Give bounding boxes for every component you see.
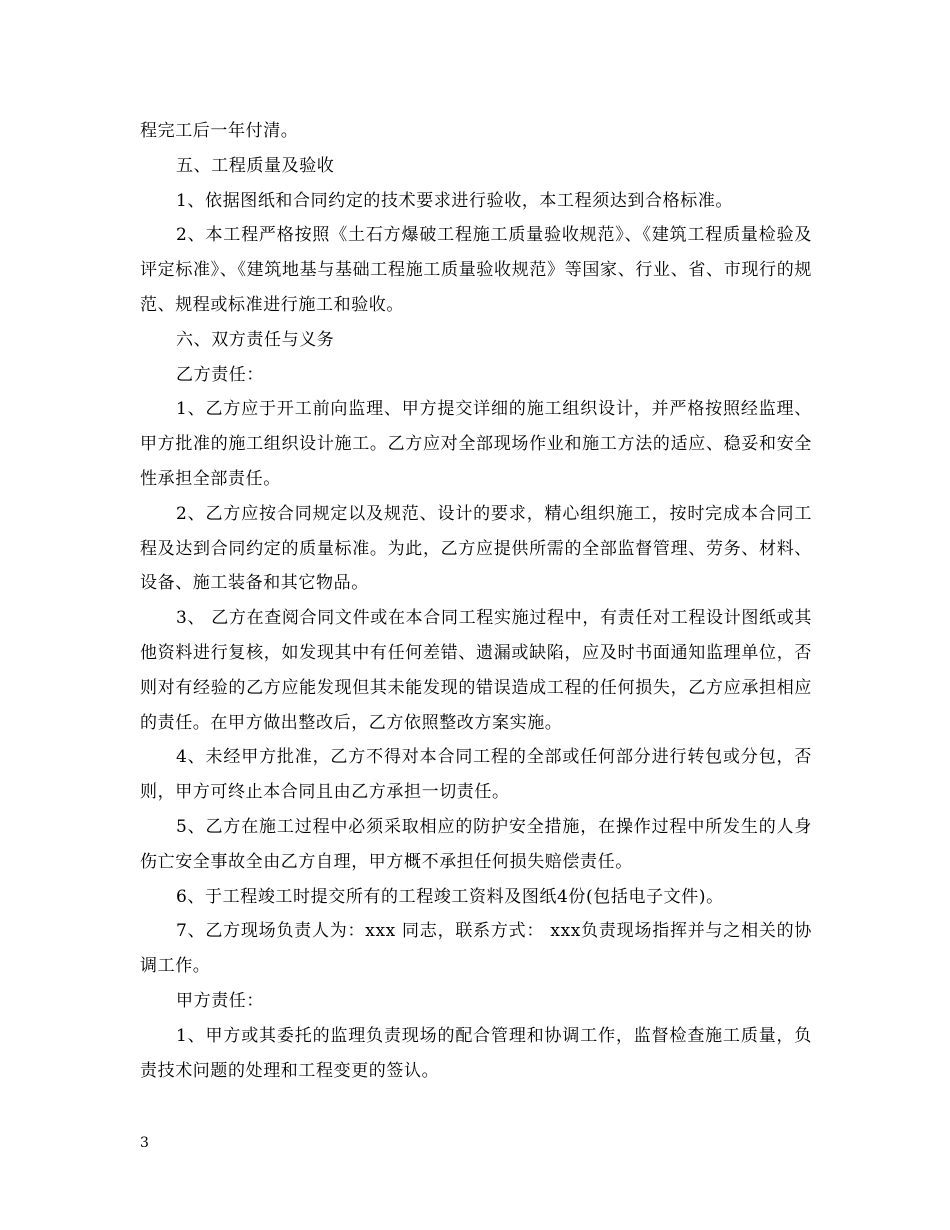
- paragraph-quality-1: 1、依据图纸和合同约定的技术要求进行验收，本工程须达到合格标准。: [176, 190, 734, 211]
- paragraph-quality-2: 2、本工程严格按照《土石方爆破工程施工质量验收规范》、《建筑工程质量检验及评定标准》、《建筑地基与基础工程施工质量验收规范》等国家、行业、省、市现行的规范、规程或标准进行施工和验收。: [140, 225, 812, 315]
- subheading-party-a: 甲方责任：: [176, 990, 264, 1011]
- section-heading-quality: 五、工程质量及验收: [176, 155, 335, 176]
- paragraph-party-b-7: 7、乙方现场负责人为：xxx 同志，联系方式： xxx负责现场指挥并与之相关的协调工作。: [140, 921, 812, 977]
- paragraph-party-a-1: 1、甲方或其委托的监理负责现场的配合管理和协调工作，监督检查施工质量，负责技术问题的处理和工程变更的签认。: [140, 1025, 812, 1081]
- paragraph-party-b-3: 3、 乙方在查阅合同文件或在本合同工程实施过程中，有责任对工程设计图纸或其他资料进行复核，如发现其中有任何差错、遗漏或缺陷，应及时书面通知监理单位，否则对有经验的乙方应能发现但其未能发现的错误造成工程的任何损失，乙方应承担相应的责任。在甲方做出整改后，乙方依照整改方案实施。: [140, 608, 812, 733]
- paragraph-continuation: 程完工后一年付清。: [140, 121, 299, 141]
- paragraph-party-b-5: 5、乙方在施工过程中必须采取相应的防护安全措施，在操作过程中所发生的人身伤亡安全事故全由乙方自理，甲方概不承担任何损失赔偿责任。: [140, 816, 812, 872]
- paragraph-party-b-6: 6、于工程竣工时提交所有的工程竣工资料及图纸4份(包括电子文件)。: [176, 886, 724, 907]
- document-body: [140, 114, 812, 1088]
- section-heading-responsibilities: 六、双方责任与义务: [176, 329, 335, 350]
- subheading-party-b: 乙方责任：: [176, 364, 264, 385]
- paragraph-party-b-2: 2、乙方应按合同规定以及规范、设计的要求，精心组织施工，按时完成本合同工程及达到合同约定的质量标准。为此，乙方应提供所需的全部监督管理、劳务、材料、设备、施工装备和其它物品。: [140, 503, 812, 594]
- paragraph-party-b-1: 1、乙方应于开工前向监理、甲方提交详细的施工组织设计，并严格按照经监理、甲方批准的施工组织设计施工。乙方应对全部现场作业和施工方法的适应、稳妥和安全性承担全部责任。: [140, 399, 812, 489]
- paragraph-party-b-4: 4、未经甲方批准，乙方不得对本合同工程的全部或任何部分进行转包或分包，否则，甲方可终止本合同且由乙方承担一切责任。: [140, 747, 812, 803]
- page-number: 3: [140, 1135, 149, 1151]
